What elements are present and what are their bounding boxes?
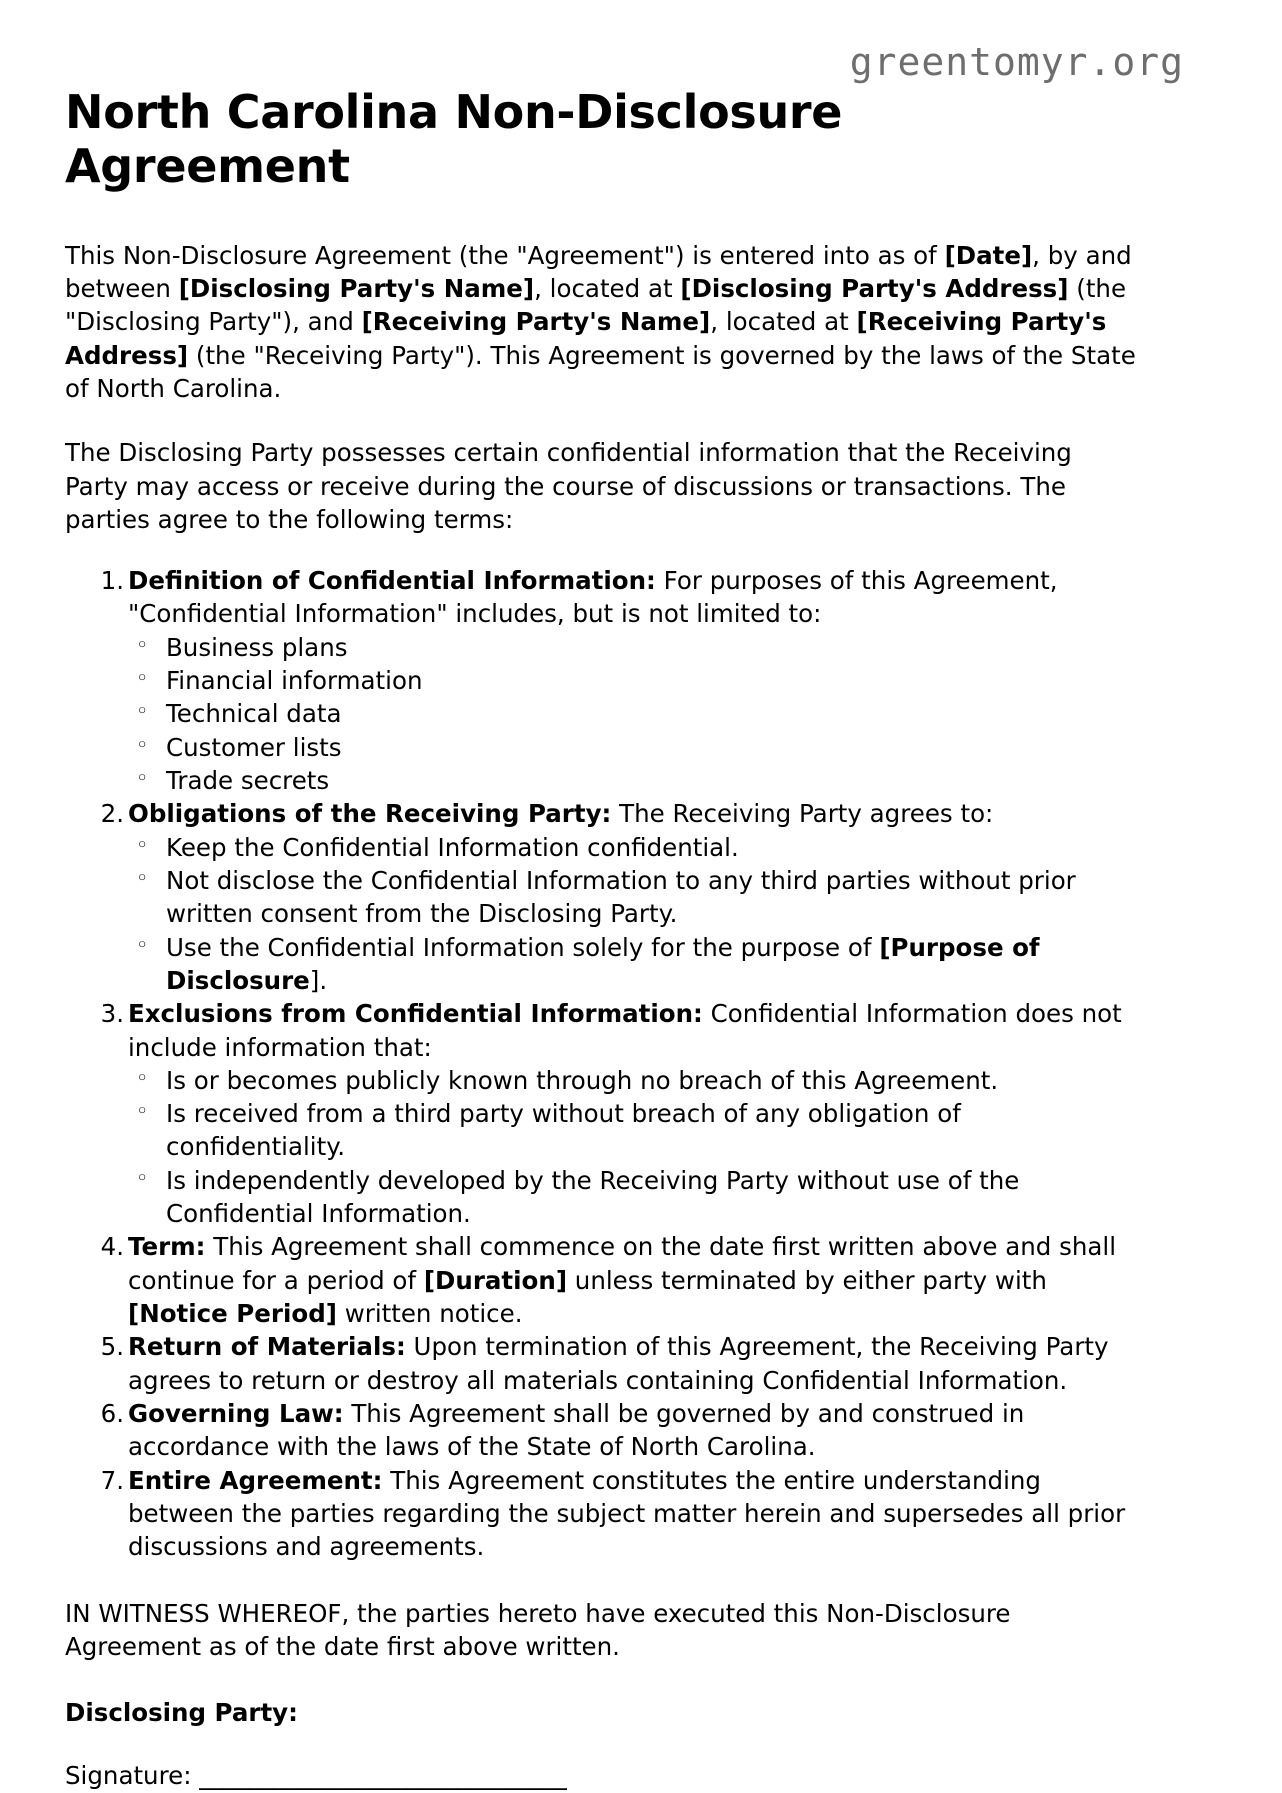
term-2-sublist	[128, 831, 1137, 998]
list-item	[128, 931, 1137, 998]
intro-text-1: This Non-Disclosure Agreement (the "Agreement") is entered into as of	[65, 240, 945, 270]
list-item: ◦ Is independently developed by the Receiving Party without use of the Confidential Information.	[128, 1164, 1137, 1231]
term-body-3: Confidential Information does not include information that:	[128, 999, 1122, 1062]
list-item: ◦ Is or becomes publicly known through no breach of this Agreement.	[128, 1064, 1137, 1097]
list-item: ◦ Not disclose the Confidential Information to any third parties without prior written consent from the Disclosing Party.	[128, 864, 1137, 931]
term-item-4	[65, 1230, 1137, 1330]
list-item: ◦ Customer lists	[128, 731, 1137, 764]
terms-list	[65, 536, 1137, 1563]
witness-paragraph: IN WITNESS WHEREOF, the parties hereto have executed this Non-Disclosure Agreement as of the date first above written.	[65, 1598, 1011, 1661]
recitals-paragraph: The Disclosing Party possesses certain confidential information that the Receiving Party may access or receive during the course of discussions or transactions. The parties agree to the following terms:	[65, 438, 1072, 534]
disclosing-party-heading: Disclosing Party:	[65, 1698, 298, 1728]
placeholder-disclosing-party-address: [Disclosing Party's Address]	[680, 273, 1069, 303]
signature-blank: ______________________________	[199, 1761, 567, 1791]
term-item-3	[65, 997, 1137, 1230]
placeholder-receiving-party-address: [Receiving Party's Address]	[65, 307, 1107, 370]
placeholder-duration: [Duration]	[423, 1265, 568, 1295]
site-watermark: greentomyr.org	[849, 40, 1184, 84]
term-heading-2: Obligations of the Receiving Party:	[128, 799, 612, 829]
term-body-4a: This Agreement shall commence on the date first written above and shall continue for a period of	[128, 1232, 1117, 1295]
list-item: ◦ Trade secrets	[128, 764, 1137, 797]
placeholder-notice-period: [Notice Period]	[128, 1299, 337, 1328]
term-3-sublist	[128, 1064, 1137, 1231]
list-item: ◦ Keep the Confidential Information confidential.	[128, 831, 1137, 864]
intro-paragraph	[65, 194, 1137, 406]
term-body-7: This Agreement constitutes the entire understanding between the parties regarding the subject matter herein and supersedes all prior discussions and agreements.	[128, 1465, 1126, 1562]
term-heading-5: Return of Materials:	[128, 1332, 406, 1362]
term-item-7	[65, 1464, 1137, 1564]
intro-text-6: (the "Receiving Party"). This Agreement is governed by the laws of the State of North Carolina.	[65, 340, 1136, 403]
term-body-6: This Agreement shall be governed by and construed in accordance with the laws of the State of North Carolina.	[128, 1398, 1025, 1462]
term-1-sublist	[128, 631, 1137, 798]
placeholder-receiving-party-name: [Receiving Party's Name]	[361, 307, 711, 337]
intro-text-5: , located at	[710, 307, 857, 337]
placeholder-purpose-of-disclosure: [Purpose of Disclosure	[166, 932, 1040, 995]
document-content	[65, 0, 1137, 1793]
signature-line	[65, 1729, 1137, 1792]
list-item: ◦ Business plans	[128, 631, 1137, 664]
intro-text-3: , located at	[534, 273, 681, 303]
term-heading-3: Exclusions from Confidential Information:	[128, 999, 703, 1029]
sub-item-pre: Use the Confidential Information solely for the purpose of	[166, 932, 880, 962]
term-body-4c: written notice.	[336, 1299, 523, 1328]
term-body-5: Upon termination of this Agreement, the Receiving Party agrees to return or destroy all materials containing Confidential Information.	[128, 1332, 1109, 1395]
term-heading-4: Term:	[128, 1232, 206, 1262]
term-body-1: For purposes of this Agreement, "Confidential Information" includes, but is not limited to:	[128, 566, 1058, 629]
sub-item-post: ].	[309, 965, 328, 995]
term-heading-6: Governing Law:	[128, 1398, 344, 1428]
term-item-6	[65, 1397, 1137, 1464]
term-item-1	[65, 564, 1137, 797]
intro-text-2: , by and between	[65, 240, 1132, 303]
term-heading-7: Entire Agreement:	[128, 1465, 383, 1495]
term-body-4b: unless terminated by either party with	[567, 1265, 1047, 1295]
list-item: ◦ Technical data	[128, 697, 1137, 730]
term-heading-1: Definition of Confidential Information:	[128, 566, 656, 596]
term-item-2	[65, 797, 1137, 997]
page-title: North Carolina Non-Disclosure Agreement	[65, 85, 843, 193]
intro-text-4: (the "Disclosing Party"), and	[65, 273, 1127, 337]
signature-label: Signature:	[65, 1761, 200, 1791]
placeholder-date: [Date]	[944, 240, 1033, 270]
term-item-5	[65, 1330, 1137, 1397]
term-body-2: The Receiving Party agrees to:	[611, 799, 994, 829]
list-item: ◦ Financial information	[128, 664, 1137, 697]
list-item: ◦ Is received from a third party without breach of any obligation of confidentiality.	[128, 1097, 1137, 1164]
placeholder-disclosing-party-name: [Disclosing Party's Name]	[178, 273, 535, 303]
